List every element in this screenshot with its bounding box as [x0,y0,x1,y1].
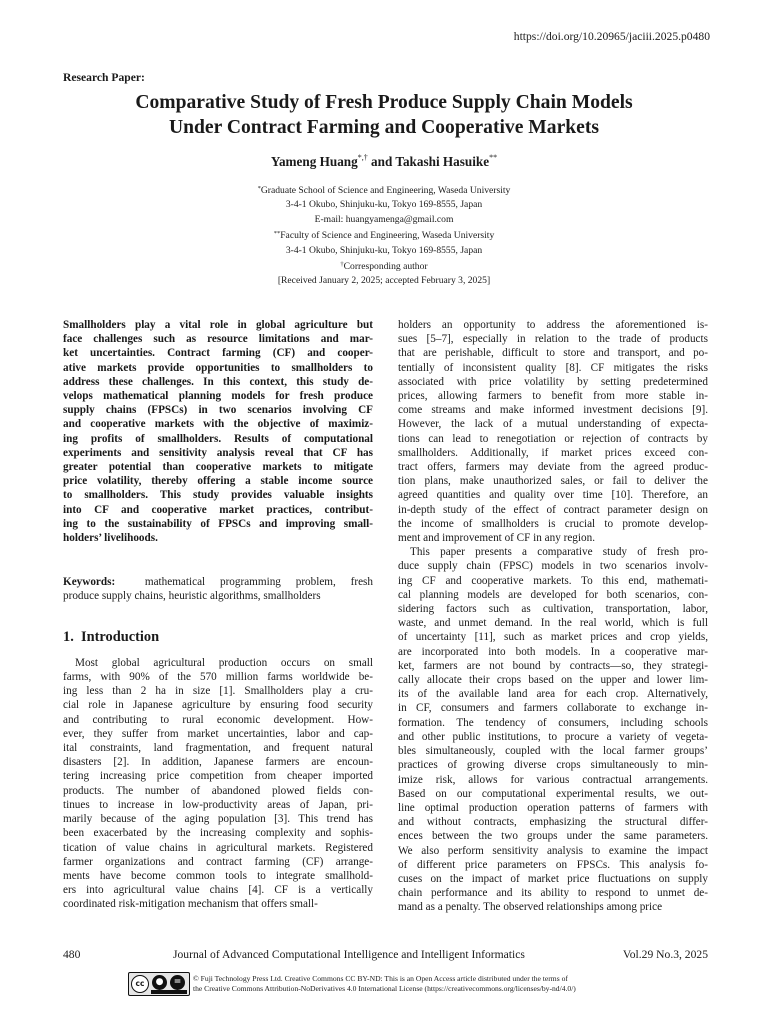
text-line: line optimal production operation patterns of farmers with [398,801,708,814]
nd-icon: = [170,975,185,990]
text-line: and other public institutions, to procure a variety of vegeta- [398,730,708,743]
text-line: are incorporated into both models. In a cooperative mar- [398,645,708,658]
text-line: ing profits of smallholders. Results of computational [63,432,373,445]
text-line: price volatility, thereby offering a stable income source [63,475,373,488]
title-line-2: Under Contract Farming and Cooperative Markets [168,117,600,138]
text-line: holders an opportunity to address the aforementioned is- [398,319,708,331]
by-icon: ● [152,975,167,990]
intro-paragraph [63,656,373,912]
text-line: ing to the sustainability of FPSCs and improving small- [63,517,373,530]
text-line: in CF, consumers and farmers collaborate to exchange in- [398,702,708,715]
received-dates: [Received January 2, 2025; accepted February 3, 2025] [277,275,491,287]
license-text: © Fuji Technology Press Ltd. Creative Commons CC BY-ND: This is an Open Access article distributed under the terms of the Creative Commons Attribution-NoDerivatives 4.0 International License (https://creativecommons.org/licenses/by-nd/4.0/) [193,974,576,993]
text-line: tinues to increase in low-productivity areas of Japan, pri- [63,798,373,811]
text-line: and contributing to rural economic development. How- [63,713,373,726]
text-line: Based on our computational experimental results, we out- [398,787,708,800]
author-connector: and [367,154,396,169]
text-line: This paper presents a comparative study of fresh pro- [410,546,708,559]
affiliations [0,182,768,289]
text-line: Most global agricultural production occurs on small [75,656,373,669]
text-line: associated with price volatility by setting predetermined [398,375,708,388]
paper-type-label: Research Paper: [63,71,145,84]
text-line: ers into agricultural value chains [4]. CF is a vertically [63,884,373,897]
text-line: supply chains (FPSCs) in two scenarios involving CF [63,404,373,417]
text-line: tions can lead to renegotiation or rejection of contracts by [398,432,708,445]
page-number: 480 [63,948,81,961]
text-line: ative markets provide opportunities to smallholders to [63,361,373,374]
text-line: tract offers, farmers may deviate from the agreed produc- [398,461,708,474]
author-marks: *,† [357,153,368,162]
text-line: ital constraints, land fragmentation, and frequent natural [63,742,373,755]
text-line: ing CF and cooperative markets. To this end, mathemati- [398,574,708,587]
volume-info: Vol.29 No.3, 2025 [622,948,708,961]
text-line: agreed quantities and quality over time [10]. Therefore, an [398,489,708,502]
text-line: that are perishable, difficult to store and transport, and po- [398,347,708,360]
keywords-label: Keywords: [63,576,116,589]
text-line: mand as a penalty. The observed relationships among price [398,901,663,914]
text-line: waste, and unmet demand. In the real world, which is full [398,617,708,630]
text-line: ket, farmers are not bound by contracts—so, they strategi- [398,659,708,672]
text-line: ing less than 2 ha in size [1]. Smallholders play a cru- [63,685,373,698]
text-line: ences between the two groups under the same parameters. [398,830,708,843]
text-line: prices, allowing farmers to benefit from more stable in- [398,390,708,403]
text-line: We also perform sensitivity analysis to examine the impact [398,844,708,857]
text-line: face challenges such as resource limitations and mar- [63,333,373,346]
journal-name: Journal of Advanced Computational Intelligence and Intelligent Informatics [173,948,525,961]
license-link[interactable]: the Creative Commons Attribution-NoDerivatives 4.0 International License (https://creativecommons.org/licenses/by-nd/4.0/) [193,984,576,993]
text-line: farms, with 90% of the 570 million farms worldwide be- [63,671,373,684]
text-line: in-depth study of the effect of contract parameter design on [398,503,708,516]
text-line: ment and improvement of CF in any region. [398,532,595,545]
text-line: greater potential than cooperative markets to mitigate [63,461,373,474]
text-line: However, the lack of a mutual understanding of expecta- [398,418,708,431]
abstract [63,318,373,545]
paper-title [40,90,728,140]
text-line: ments have become common tools to integrate smallhold- [63,869,373,882]
text-line: and without contracts, emphasizing the structural differ- [398,816,708,829]
text-line: chain performance and its ability to respond to unmet de- [398,887,708,900]
cc-icon: cc [131,975,149,993]
badge-strip [151,990,187,994]
left-column [63,318,373,912]
affiliation-line: 3-4-1 Okubo, Shinjuku-ku, Tokyo 169-8555, Japan [285,199,483,211]
author-list [0,153,768,170]
text-line: sidering factors such as cultivation, transportation, labor, [398,603,708,616]
text-line: velops mathematical planning models for fresh produce [63,390,373,403]
text-line: bles simultaneously, coupled with the local farmer groups’ [398,745,708,758]
text-line: disasters [2]. In addition, Japanese farmers are encoun- [63,756,373,769]
text-line: cial role in Japanese agriculture by ensuring food security [63,699,373,712]
text-line: ever, they suffer from market uncertainties, labor and cap- [63,727,373,740]
section-number: 1 [63,628,71,645]
author-name: Takashi Hasuike [395,154,490,169]
text-line: come streams and make informed investment decisions [9]. [398,404,708,417]
text-line: practices of growing diverse crops simultaneously to min- [398,759,708,772]
text-line: address these challenges. In this context, this study de- [63,375,373,388]
text-line: experiments and sensitivity analysis reveal that CF has [63,446,373,459]
text-line: the income of smallholders is crucial to promote develop- [398,517,708,530]
text-line: imize risk, allows for various contractual arrangements. [398,773,708,786]
affiliation-line: **Faculty of Science and Engineering, Waseda University [273,230,495,242]
author-marks: ** [489,153,498,162]
text-line: farmer organizations and contract farming (CF) arrange- [63,855,373,868]
text-line: coordinated risk-mitigation mechanism that offers small- [63,898,318,911]
text-line: Smallholders play a vital role in global agriculture but [63,319,373,331]
affiliation-line: †Corresponding author [340,261,428,273]
text-line: tion plans, make unauthorized sales, or fail to deliver the [398,475,708,488]
keywords-line: produce supply chains, heuristic algorithms, smallholders [63,590,321,603]
text-line: and cooperative markets with the objective of maximiz- [63,418,373,431]
doi-link[interactable]: https://doi.org/10.20965/jaciii.2025.p0480 [513,30,710,43]
affiliation-line: 3-4-1 Okubo, Shinjuku-ku, Tokyo 169-8555, Japan [285,244,483,256]
text-line: formation. The tendency of consumers, including schools [398,716,708,729]
author-name: Yameng Huang [270,154,358,169]
text-line: into CF and cooperative market practices, contribut- [63,503,373,516]
text-line: to smallholders. This study provides valuable insights [63,489,373,502]
body-paragraph [398,545,708,914]
text-line: ket uncertainties. Contract farming (CF) and cooper- [63,347,373,360]
text-line: duce supply chain (FPSC) models in two scenarios involv- [398,560,708,573]
text-line: of uncertainty [11], such as market prices and crop yields, [398,631,708,644]
text-line: marily because of the aging population [3]. This trend has [63,813,373,826]
text-line: cal planning models are developed for both scenarios, con- [398,588,708,601]
text-line: cuses on the impact of market price fluctuations on supply [398,872,708,885]
text-line: sues [5–7], especially in relation to the trade of products [398,333,708,346]
keywords [63,575,373,603]
keywords-line: Keywords: mathematical programming problem, fresh [63,576,374,589]
text-line: tering increasing price competition from cheaper imported [63,770,373,783]
affiliation-mark: † [340,261,344,269]
text-line: of different price parameters on FPSCs. This analysis fo- [398,858,708,871]
text-line: smallholders. Additionally, if market prices exceed con- [398,446,708,459]
body-paragraph [398,318,708,545]
title-line-1: Comparative Study of Fresh Produce Supply Chain Models [135,92,633,113]
text-line: holders’ livelihoods. [63,532,158,545]
text-line: cally allocate their crops based on the upper and lower lim- [398,674,708,687]
affiliation-mark: ** [273,230,281,238]
text-line: tentially of inconsistent quality [8]. CF mitigates the risks [398,361,708,374]
right-column [398,318,708,915]
section-title: Introduction [81,628,160,645]
email-line[interactable]: E-mail: huangyamenga@gmail.com [314,213,454,225]
cc-by-nd-badge[interactable] [128,972,190,996]
affiliation-mark: * [257,185,261,192]
text-line: been exacerbated by the increasing complexity and sophis- [63,827,373,840]
affiliation-line: *Graduate School of Science and Engineering, Waseda University [257,185,511,196]
text-line: tication of value chains in agricultural markets. Registered [63,841,373,854]
text-line: its of the available land area for each crop. Alternatively, [398,688,708,701]
text-line: products. The number of abandoned plowed fields con- [63,784,373,797]
section-heading: 1. Introduction [63,628,160,645]
